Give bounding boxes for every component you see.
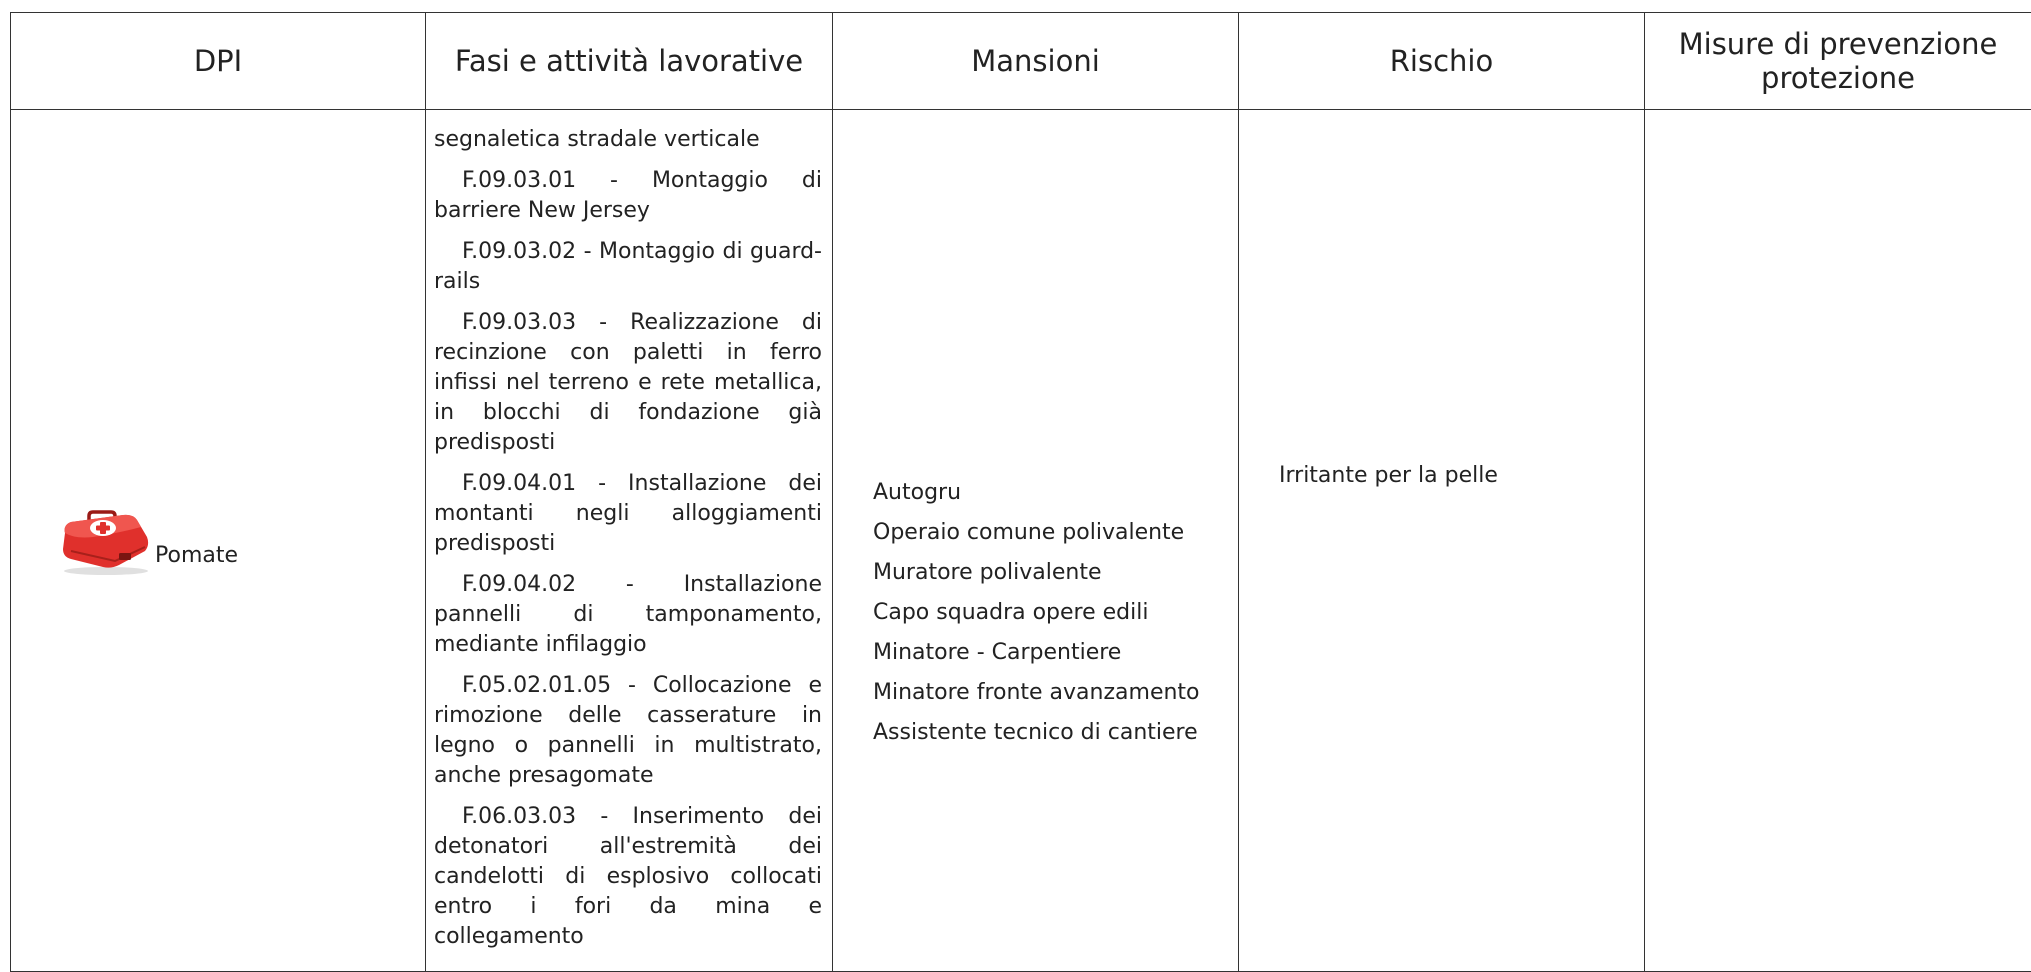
mansione-item: Minatore fronte avanzamento	[873, 673, 1218, 713]
fase-item: F.05.02.01.05 - Collocazione e rimozione delle casserature in legno o pannelli in multistrato, anche presagomate	[434, 671, 822, 791]
fase-item: F.09.03.02 - Montaggio di guard-rails	[434, 237, 822, 297]
mansione-item: Capo squadra opere edili	[873, 593, 1218, 633]
mansione-item: Assistente tecnico di cantiere	[873, 713, 1218, 753]
fase-item: F.09.04.01 - Installazione dei montanti negli alloggiamenti predisposti	[434, 469, 822, 559]
header-misure: Misure di prevenzione protezione	[1645, 13, 2031, 110]
header-dpi: DPI	[11, 13, 426, 110]
first-aid-kit-icon	[59, 507, 153, 575]
dpi-label: Pomate	[155, 541, 238, 571]
fase-item: F.09.04.02 - Installazione pannelli di tamponamento, mediante infilaggio	[434, 570, 822, 660]
table-header-row	[11, 13, 2031, 110]
mansione-item: Minatore - Carpentiere	[873, 633, 1218, 673]
cell-fasi	[426, 110, 833, 972]
mansione-item: Muratore polivalente	[873, 553, 1218, 593]
mansione-item: Operaio comune polivalente	[873, 513, 1218, 553]
rischio-text: Irritante per la pelle	[1279, 463, 1498, 488]
cell-dpi	[11, 110, 426, 972]
cell-rischio	[1239, 110, 1645, 972]
header-fasi: Fasi e attività lavorative	[426, 13, 833, 110]
header-mansioni: Mansioni	[833, 13, 1239, 110]
fase-item: F.09.03.01 - Montaggio di barriere New Jersey	[434, 166, 822, 226]
fase-item: F.09.03.03 - Realizzazione di recinzione con paletti in ferro infissi nel terreno e rete metallica, in blocchi di fondazione già predisposti	[434, 308, 822, 458]
table-row	[11, 110, 2031, 972]
fase-item: F.06.03.03 - Inserimento dei detonatori all'estremità dei candelotti di esplosivo collocati entro i fori da mina e collegamento	[434, 802, 822, 952]
header-rischio: Rischio	[1239, 13, 1645, 110]
mansioni-list	[873, 473, 1218, 753]
cell-misure	[1645, 110, 2031, 972]
fase-item: segnaletica stradale verticale	[434, 125, 822, 155]
cell-mansioni	[833, 110, 1239, 972]
dpi-risk-table	[10, 12, 2031, 972]
mansione-item: Autogru	[873, 473, 1218, 513]
